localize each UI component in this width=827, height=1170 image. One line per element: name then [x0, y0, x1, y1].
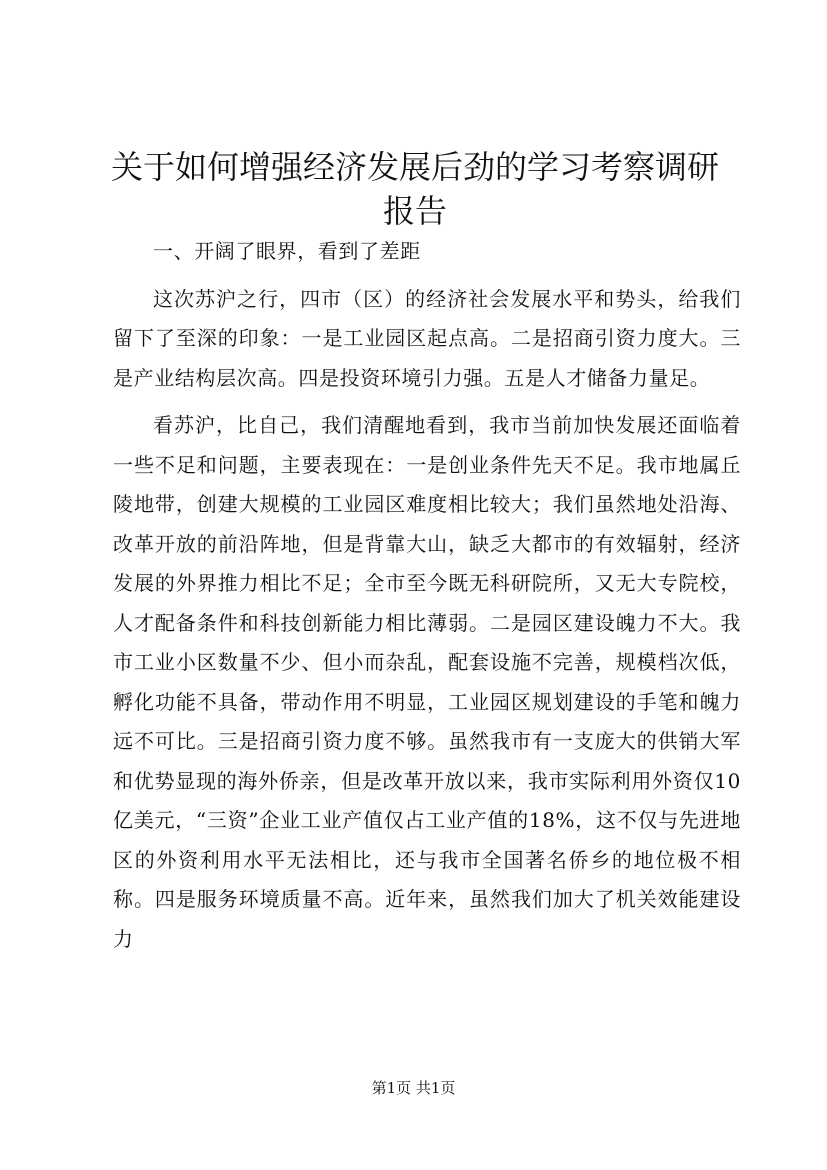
- document-body: [113, 232, 741, 959]
- paragraph-impressions: 这次苏沪之行，四市（区）的经济社会发展水平和势头，给我们留下了至深的印象：一是工业园区起点高。二是招商引资力度大。三是产业结构层次高。四是投资环境引力强。五是人才储备力量足。: [113, 286, 741, 390]
- section-heading: 一、开阔了眼界，看到了差距: [153, 239, 421, 263]
- page-number-footer: 第1页 共1页: [371, 1079, 456, 1097]
- paragraph-shortcomings: 看苏沪，比自己，我们清醒地看到，我市当前加快发展还面临着一些不足和问题，主要表现在：一是创业条件先天不足。我市地属丘陵地带，创建大规模的工业园区难度相比较大；我们虽然地处沿海、改革开放的前沿阵地，但是背靠大山，缺乏大都市的有效辐射，经济发展的外界推力相比不足；全市至今既无科研院所，又无大专院校，人才配备条件和科技创新能力相比薄弱。二是园区建设魄力不大。我市工业小区数量不少、但小而杂乱，配套设施不完善，规模档次低，孵化功能不具备，带动作用不明显，工业园区规划建设的手笔和魄力远不可比。三是招商引资力度不够。虽然我市有一支庞大的供销大军和优势显现的海外侨亲，但是改革开放以来，我市实际利用外资仅10亿美元，“三资”企业工业产值仅占工业产值的18%，这不仅与先进地区的外资利用水平无法相比，还与我市全国著名侨乡的地位极不相称。四是服务环境质量不高。近年来，虽然我们加大了机关效能建设力: [113, 413, 741, 951]
- document-title: 关于如何增强经济发展后劲的学习考察调研报告: [110, 148, 719, 230]
